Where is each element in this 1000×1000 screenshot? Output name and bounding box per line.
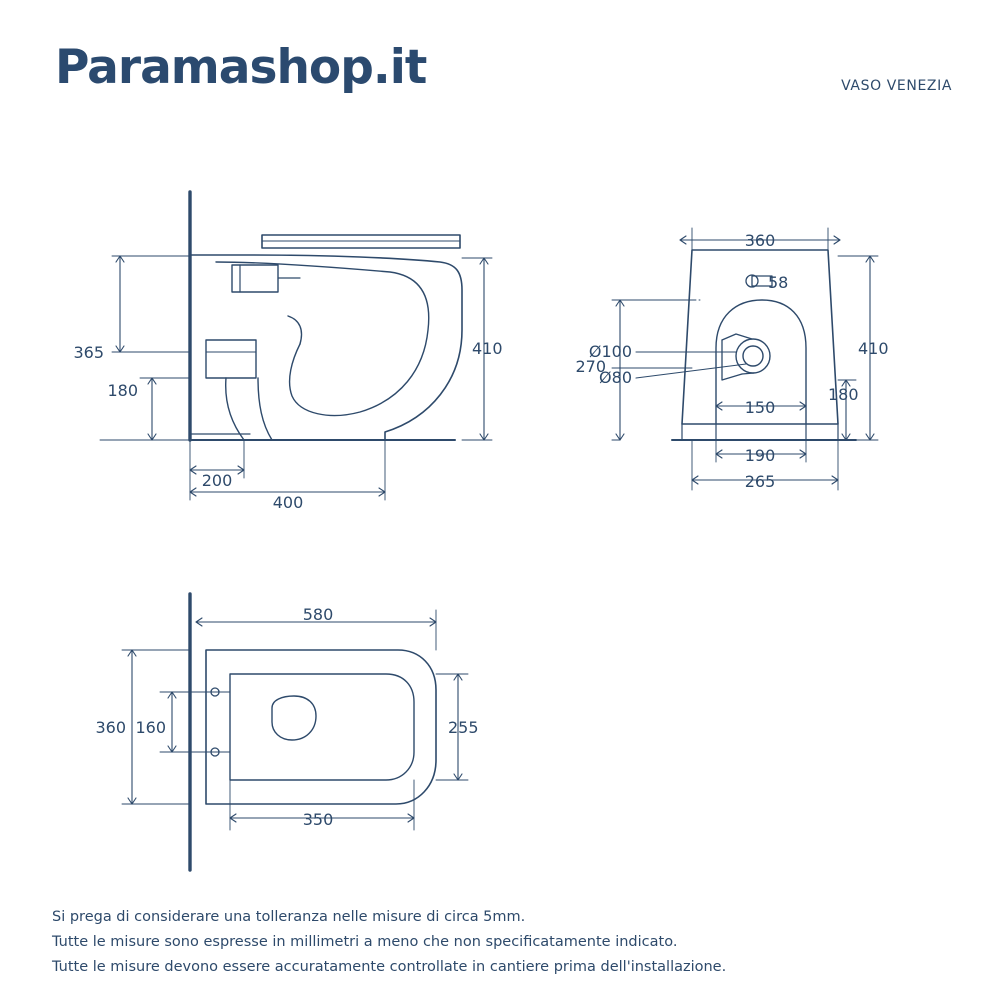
page-title: VASO VENEZIA [841,78,952,94]
note-line-2: Tutte le misure sono espresse in millimetri a meno che non specificatamente indicato. [52,934,678,950]
dim-front-190: 190 [744,446,776,465]
dim-front-d100: Ø100 [588,342,632,361]
dim-side-365: 365 [73,343,104,362]
dim-top-580: 580 [302,605,334,624]
dim-front-265: 265 [744,472,776,491]
dim-front-58: 58 [768,273,789,292]
dim-front-180: 180 [828,385,859,404]
dim-side-410: 410 [472,339,503,358]
dim-top-255: 255 [448,718,479,737]
dim-top-160: 160 [135,718,166,737]
note-line-1: Si prega di considerare una tolleranza nelle misure di circa 5mm. [52,909,526,925]
dim-top-350: 350 [302,810,334,829]
dim-front-d80: Ø80 [599,368,632,387]
dim-side-180: 180 [107,381,138,400]
dim-side-200: 200 [201,471,233,490]
brand-logo: Paramashop.it [55,40,427,95]
dim-front-150: 150 [744,398,776,417]
dim-top-360: 360 [95,718,126,737]
dim-front-360: 360 [744,231,776,250]
dim-side-400: 400 [272,493,304,512]
dim-front-270: 270 [575,357,606,376]
dim-front-410: 410 [858,339,889,358]
note-line-3: Tutte le misure devono essere accuratamente controllate in cantiere prima dell'installazione. [52,959,727,975]
notes-block [52,905,726,980]
